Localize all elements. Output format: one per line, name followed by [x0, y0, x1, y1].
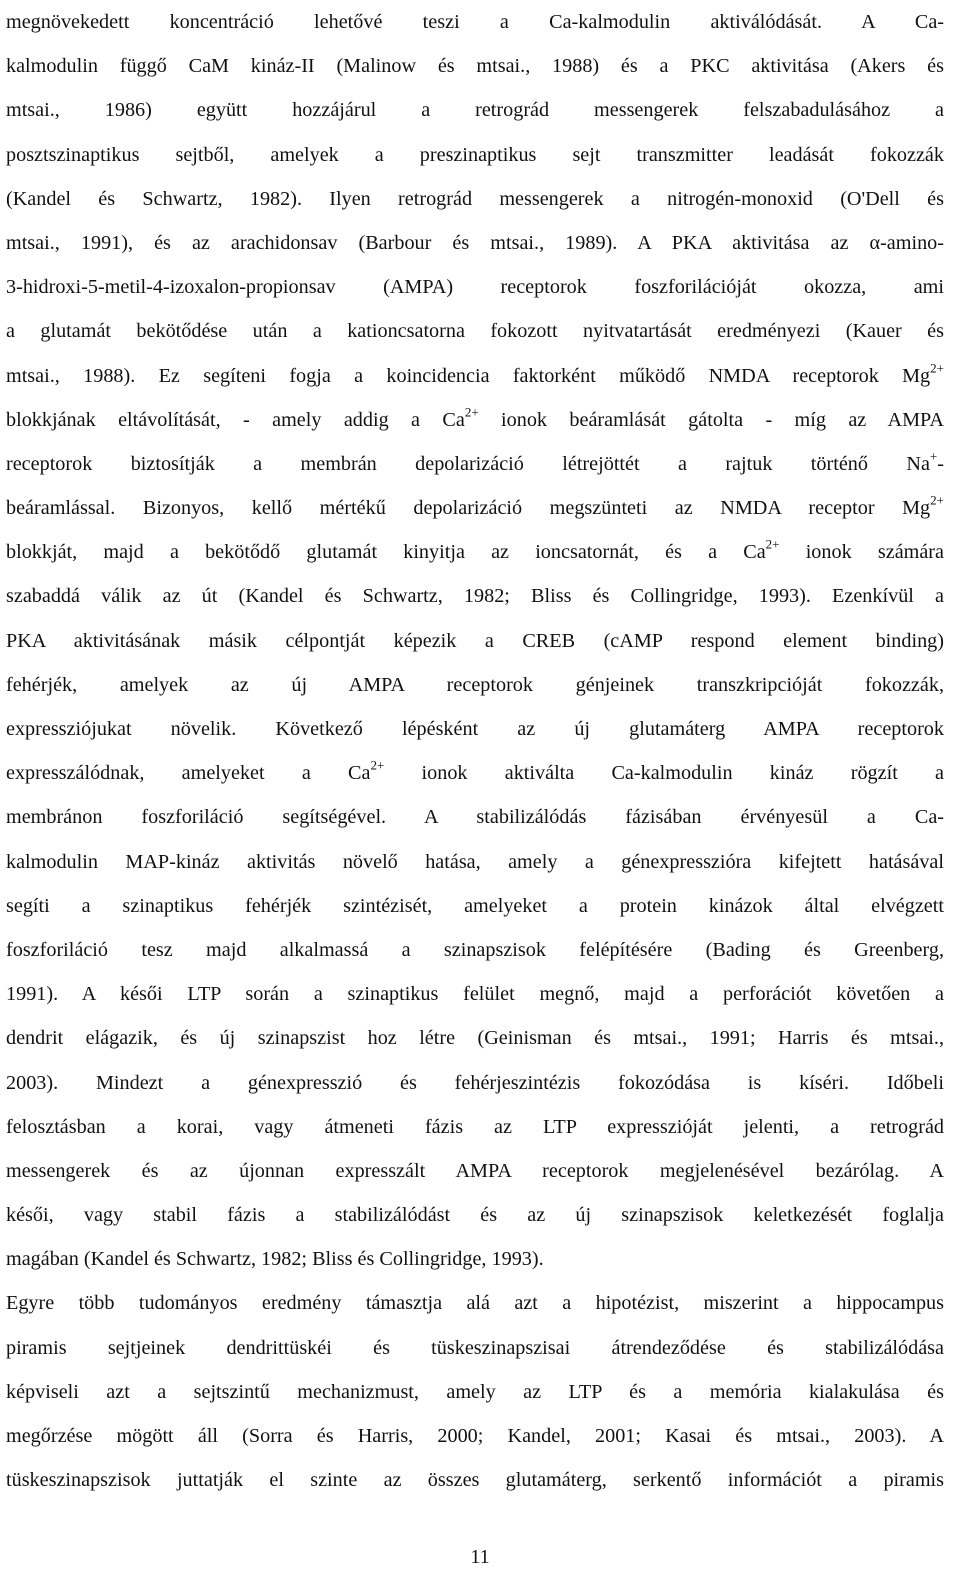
text-line: membránon foszforiláció segítségével. A stabilizálódás fázisában érvényesül a Ca-	[6, 806, 944, 829]
text-segment: blokkjának eltávolítását, - amely addig a Ca	[6, 408, 465, 431]
text-segment: beáramlással. Bizonyos, kellő mértékű depolarizáció megszünteti az NMDA receptor Mg	[6, 497, 931, 520]
text-segment: ionok aktiválta Ca-kalmodulin kináz rögzít a	[384, 762, 944, 785]
document-page	[6, 0, 944, 1502]
text-line: megőrzése mögött áll (Sorra és Harris, 2000; Kandel, 2001; Kasai és mtsai., 2003). A	[6, 1425, 944, 1447]
text-line: kalmodulin függő CaM kináz-II (Malinow és mtsai., 1988) és a PKC aktivitása (Akers és	[6, 55, 944, 78]
superscript: 2+	[930, 492, 944, 508]
page-number: 11	[470, 1546, 490, 1568]
text-line	[6, 398, 944, 442]
text-line: szabaddá válik az út (Kandel és Schwartz, 1982; Bliss és Collingridge, 1993). Ezenkívül a	[6, 585, 944, 608]
text-line: foszforiláció tesz majd alkalmassá a szinapszisok felépítésére (Bading és Greenberg,	[6, 938, 944, 961]
text-line: messengerek és az újonnan expresszált AMPA receptorok megjelenésével bezárólag. A	[6, 1159, 944, 1182]
text-line: 3-hidroxi-5-metil-4-izoxalon-propionsav (AMPA) receptorok foszforilációját okozza, ami	[6, 276, 944, 299]
text-line: piramis sejtjeinek dendrittüskéi és tüskeszinapszisai átrendeződése és stabilizálódása	[6, 1336, 944, 1359]
superscript: 2+	[765, 536, 780, 552]
text-line: fehérjék, amelyek az új AMPA receptorok génjeinek transzkripcióját fokozzák,	[6, 673, 944, 696]
text-line: felosztásban a korai, vagy átmeneti fázis az LTP expresszióját jelenti, a retrográd	[6, 1115, 944, 1138]
text-segment: ionok beáramlását gátolta - míg az AMPA	[478, 408, 944, 431]
text-line: magában (Kandel és Schwartz, 1982; Bliss és Collingridge, 1993).	[6, 1248, 544, 1271]
text-segment: ionok számára	[779, 541, 944, 564]
text-line	[6, 354, 944, 398]
superscript: 2+	[464, 403, 479, 419]
text-segment: -	[937, 452, 944, 475]
text-line: (Kandel és Schwartz, 1982). Ilyen retrográd messengerek a nitrogén-monoxid (O'Dell és	[6, 187, 944, 210]
text-line: PKA aktivitásának másik célpontját képezik a CREB (cAMP respond element binding)	[6, 629, 944, 652]
paragraph-1	[6, 0, 944, 1281]
text-line: 2003). Mindezt a génexpresszió és fehérjeszintézis fokozódása is kíséri. Időbeli	[6, 1071, 944, 1094]
text-segment: blokkját, majd a bekötődő glutamát kinyitja az ioncsatornát, és a Ca	[6, 541, 766, 564]
text-line: posztszinaptikus sejtből, amelyek a preszinaptikus sejt transzmitter leadását fokozzák	[6, 143, 944, 166]
text-line: mtsai., 1991), és az arachidonsav (Barbour és mtsai., 1989). A PKA aktivitása az α-amino-	[6, 231, 944, 254]
text-line	[6, 486, 944, 530]
text-line: tüskeszinapszisok juttatják el szinte az összes glutamáterg, serkentő információt a piramis	[6, 1469, 944, 1492]
text-segment: receptorok biztosítják a membrán depolarizáció létrejöttét a rajtuk történő Na	[6, 452, 930, 475]
text-segment: expresszálódnak, amelyeket a Ca	[6, 762, 371, 785]
text-line: Egyre több tudományos eredmény támasztja alá azt a hipotézist, miszerint a hippocampus	[6, 1292, 944, 1315]
text-segment: mtsai., 1988). Ez segíteni fogja a koincidencia faktorként működő NMDA receptorok Mg	[6, 364, 931, 387]
superscript: 2+	[930, 359, 944, 375]
text-line	[6, 530, 944, 574]
text-line: késői, vagy stabil fázis a stabilizálódást és az új szinapszisok keletkezését foglalja	[6, 1204, 944, 1227]
text-line: dendrit elágazik, és új szinapszist hoz létre (Geinisman és mtsai., 1991; Harris és mtsai.,	[6, 1027, 944, 1050]
superscript: +	[929, 448, 938, 464]
superscript: 2+	[370, 757, 385, 773]
text-line: mtsai., 1986) együtt hozzájárul a retrográd messengerek felszabadulásához a	[6, 99, 944, 122]
text-line: segíti a szinaptikus fehérjék szintézisét, amelyeket a protein kinázok által elvégzett	[6, 894, 944, 917]
text-line	[6, 751, 944, 795]
text-line: expressziójukat növelik. Következő lépésként az új glutamáterg AMPA receptorok	[6, 718, 944, 740]
text-line: a glutamát bekötődése után a kationcsatorna fokozott nyitvatartását eredményezi (Kauer és	[6, 320, 944, 343]
text-line: kalmodulin MAP-kináz aktivitás növelő hatása, amely a génexpresszióra kifejtett hatásával	[6, 850, 944, 873]
text-line: megnövekedett koncentráció lehetővé teszi a Ca-kalmodulin aktiválódását. A Ca-	[6, 11, 944, 33]
text-line: képviseli azt a sejtszintű mechanizmust, amely az LTP és a memória kialakulása és	[6, 1380, 944, 1403]
text-line: 1991). A késői LTP során a szinaptikus felület megnő, majd a perforációt követően a	[6, 983, 944, 1006]
paragraph-2	[6, 1281, 944, 1502]
text-line	[6, 442, 944, 486]
